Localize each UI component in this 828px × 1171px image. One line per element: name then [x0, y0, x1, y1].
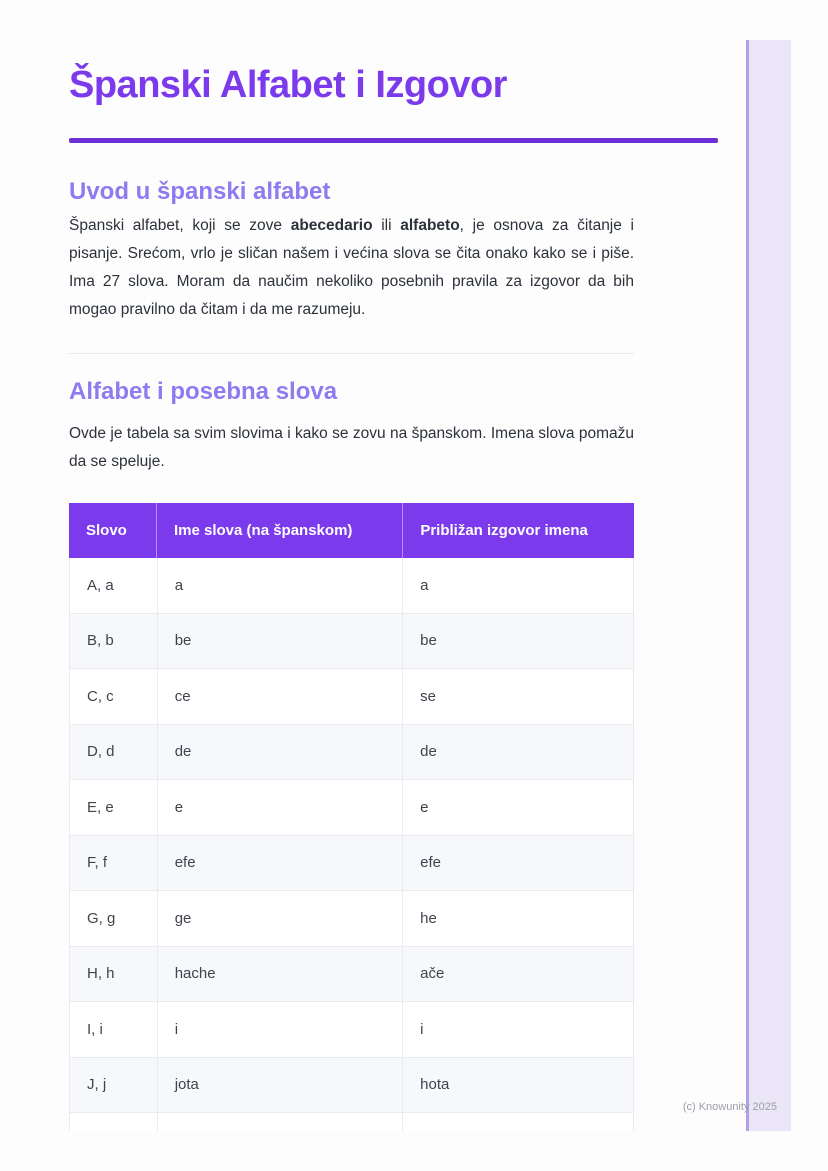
alphabet-table — [69, 503, 634, 1131]
page-edge-bar — [746, 40, 791, 1131]
cell-letter: J, j — [87, 1076, 107, 1094]
section-divider — [69, 353, 634, 354]
intro-text-part3: , je osnova za čitanje i pisanje. Srećom, vrlo je sličan našem i većina slova se čita onako kako se i piše. Ima 27 slova. Moram da naučim nekoliko posebnih pravila za izgovor da bih mogao pravilno da čitam i da me razumeju. — [69, 217, 634, 318]
cell-letter: B, b — [87, 632, 114, 650]
cell-letter: F, f — [87, 854, 108, 872]
table-header-row — [69, 503, 634, 558]
cell-letter: A, a — [87, 576, 114, 594]
table-row — [69, 780, 634, 836]
intro-text-part1: Španski alfabet, koji se zove — [69, 217, 291, 234]
cell-pronunciation: e — [402, 780, 633, 835]
intro-bold-abecedario: abecedario — [290, 217, 373, 234]
cell-letter: C, c — [87, 687, 114, 705]
cell-pronunciation: be — [402, 614, 633, 669]
cell-pronunciation: he — [402, 891, 633, 946]
cell-pronunciation: i — [402, 1002, 633, 1057]
cell-name — [157, 1113, 402, 1131]
cell-letter — [70, 1113, 157, 1131]
table-row — [69, 947, 634, 1003]
cell-pronunciation: de — [402, 725, 633, 780]
table-row-partial — [69, 1113, 634, 1131]
table-row — [69, 725, 634, 781]
table-row — [69, 558, 634, 614]
cell-name: ge — [157, 891, 402, 946]
table-row — [69, 1002, 634, 1058]
table-row — [69, 1058, 634, 1114]
cell-name: efe — [157, 836, 402, 891]
intro-text-part2: ili — [372, 217, 401, 234]
cell-name: i — [157, 1002, 402, 1057]
cell-pronunciation: hota — [402, 1058, 633, 1113]
cell-name: be — [157, 614, 402, 669]
table-row — [69, 669, 634, 725]
page-title: Španski Alfabet i Izgovor — [69, 64, 507, 106]
cell-pronunciation: se — [402, 669, 633, 724]
cell-letter: I, i — [87, 1020, 103, 1038]
column-header-izgovor: Približan izgovor imena — [402, 503, 634, 558]
cell-letter: G, g — [87, 909, 116, 927]
intro-paragraph — [69, 212, 634, 324]
section-heading-intro: Uvod u španski alfabet — [69, 178, 331, 205]
cell-name: a — [157, 558, 402, 613]
copyright-note: (c) Knowunity 2025 — [682, 1101, 777, 1113]
column-header-ime-slova: Ime slova (na španskom) — [156, 503, 402, 558]
table-row — [69, 836, 634, 892]
cell-name: de — [157, 725, 402, 780]
cell-name: jota — [157, 1058, 402, 1113]
cell-pronunciation — [402, 1113, 633, 1131]
cell-name: ce — [157, 669, 402, 724]
column-header-slovo: Slovo — [86, 522, 127, 539]
table-row — [69, 614, 634, 670]
cell-letter: H, h — [87, 965, 115, 983]
cell-letter: E, e — [87, 798, 114, 816]
intro-bold-alfabeto: alfabeto — [400, 217, 460, 234]
cell-pronunciation: a — [402, 558, 633, 613]
cell-name: e — [157, 780, 402, 835]
section-heading-alphabet: Alfabet i posebna slova — [69, 378, 338, 405]
cell-letter: D, d — [87, 743, 115, 761]
alphabet-paragraph: Ovde je tabela sa svim slovima i kako se zovu na španskom. Imena slova pomažu da se speluje. — [69, 425, 634, 470]
cell-pronunciation: efe — [402, 836, 633, 891]
cell-pronunciation: ače — [402, 947, 633, 1002]
title-rule — [69, 138, 718, 143]
cell-name: hache — [157, 947, 402, 1002]
table-row — [69, 891, 634, 947]
